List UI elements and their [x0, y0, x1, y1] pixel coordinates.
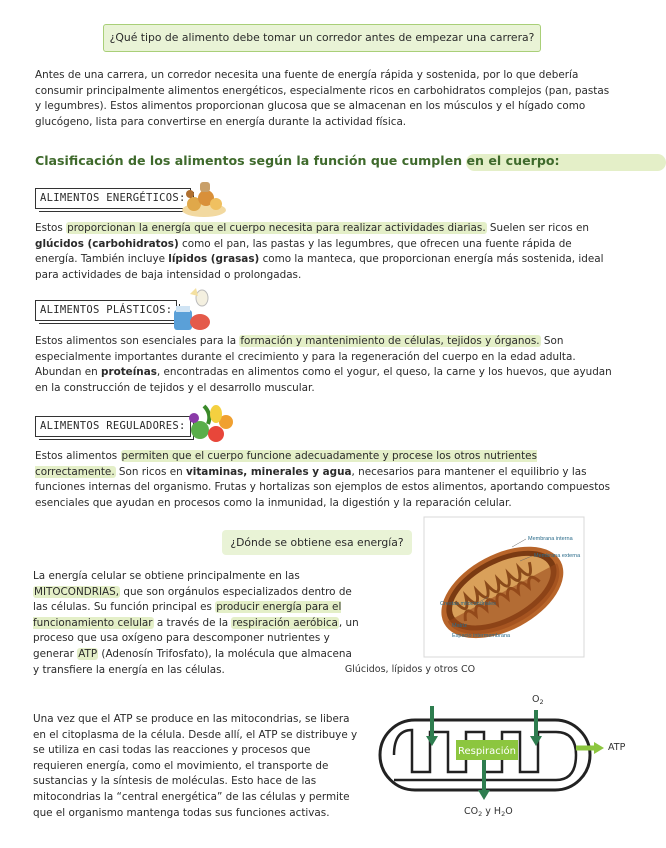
- respiration-diagram: [344, 660, 656, 848]
- energy-foods-illustration: [180, 176, 230, 220]
- label-plasticos-text: ALIMENTOS PLÁSTICOS:: [40, 304, 173, 316]
- energy-paragraph-2: Una vez que el ATP se produce en las mitocondrias, se libera en el citoplasma de la célula. Desde allí, el ATP se distribuye y se utiliza en casi todas las reacciones y procesos que requieren energía, como el movimiento, el transporte de sustancias y la síntesis de moléculas. Esto hace de las mitocondrias la “central energética” de las células y permite que el organismo mantenga todas sus funciones activas.: [33, 713, 358, 819]
- reguladores-paragraph: Estos alimentos permiten que el cuerpo funcione adecuadamente y procese los otros nutrientes correctamente. Son ricos en vitaminas, minerales y agua, necesarios para mantener el equilibrio y las funciones internas del organismo. Frutas y hortalizas son ejemplos de estos alimentos, aportando compuestos esenciales que ayudan en procesos como la inmunidad, la digestión y la reparación celular.: [35, 450, 611, 509]
- diagram-inputs-text: Glúcidos, lípidos y otros CO: [344, 664, 476, 675]
- energy-question-text: ¿Dónde se obtiene esa energía?: [230, 536, 404, 549]
- mito-label-outer: Membrana interna: [528, 536, 573, 542]
- label-energeticos-text: ALIMENTOS ENERGÉTICOS:: [40, 192, 186, 204]
- plasticos-paragraph: Estos alimentos son esenciales para la formación y mantenimiento de células, tejidos y órganos. Son especialmente importantes durante el crecimiento y para la regeneración del cuerpo en la edad adulta. Abundan en proteínas, encontradas en alimentos como el yogur, el queso, la carne y los huevos, que ayudan en la construcción de tejidos y el desarrollo muscular.: [35, 335, 612, 394]
- section-title: Clasificación de los alimentos según la función que cumplen en el cuerpo:: [35, 153, 560, 168]
- diagram-o2-label: $O_2$: [532, 694, 544, 706]
- plastic-foods-illustration: [168, 286, 216, 334]
- diagram-output-label: $CO_2$ y $H_2O$: [464, 806, 513, 818]
- diagram-atp-label: ATP: [608, 742, 626, 753]
- energy-question: [222, 530, 412, 555]
- mito-label-cristae: Crestas mitocondriales: [440, 601, 496, 607]
- energy-paragraph-1: La energía celular se obtiene principalmente en las MITOCONDRIAS, que son orgánulos especializados dentro de las células. Su función principal es producir energía para el funcionamiento celular a través de la respiración aeróbica, un proceso que usa oxígeno para descomponer nutrientes y generar ATP (Adenosín Trifosfato), la molécula que almacena y transfiere la energía en las células.: [33, 570, 359, 676]
- regulator-foods-illustration: [186, 400, 238, 448]
- question-text: ¿Qué tipo de alimento debe tomar un corredor antes de empezar una carrera?: [109, 31, 535, 44]
- mito-label-inner: Membrana externa: [534, 553, 581, 559]
- label-reguladores: [35, 416, 191, 437]
- respiration-label: Respiración: [458, 746, 516, 757]
- question-box: [103, 24, 541, 52]
- mito-label-space: Espacio intermembrana: [452, 633, 511, 639]
- energeticos-paragraph: Estos proporcionan la energía que el cuerpo necesita para realizar actividades diarias. Suelen ser ricos en glúcidos (carbohidratos) como el pan, las pastas y las legumbres, que ofrecen una fuente rápida de energía. También incluye lípidos (grasas) como la manteca, que proporcionan energía más sostenida, ideal para actividades de baja intensidad o prolongadas.: [35, 222, 604, 281]
- mito-label-matrix: Matriz: [452, 623, 467, 629]
- label-reguladores-text: ALIMENTOS REGULADORES:: [40, 420, 186, 432]
- label-energeticos: [35, 188, 191, 209]
- mitochondria-image: [424, 517, 584, 657]
- intro-paragraph: Antes de una carrera, un corredor necesita una fuente de energía rápida y sostenida, por lo que debería consumir principalmente alimentos energéticos, especialmente ricos en carbohidratos complejos (pan, pastas y legumbres). Estos alimentos proporcionan glucosa que se almacenan en los músculos y el hígado como glucógeno, lista para convertirse en energía durante la actividad física.: [35, 69, 610, 128]
- label-plasticos: [35, 300, 177, 321]
